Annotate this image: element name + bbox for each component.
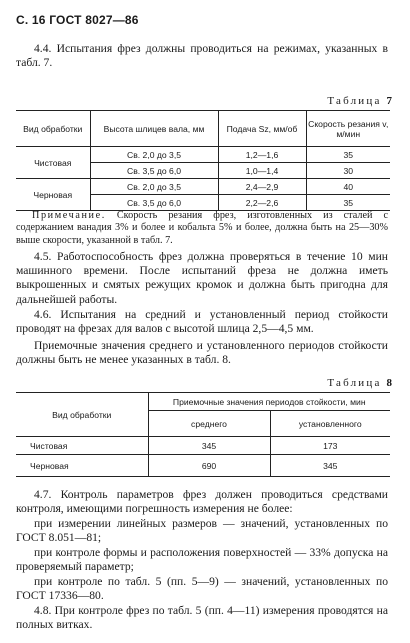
page-header: С. 16 ГОСТ 8027—86 xyxy=(16,13,139,27)
table-8-caption-word: Таблица xyxy=(327,377,382,389)
table-cell: 345 xyxy=(148,437,270,455)
table-cell: 690 xyxy=(148,455,270,477)
table-8-caption xyxy=(327,377,392,389)
table-8 xyxy=(16,392,390,477)
table-cell: 2,2—2,6 xyxy=(218,195,306,211)
table-cell: 35 xyxy=(306,195,390,211)
table-7-note xyxy=(16,210,388,247)
table-cell: 35 xyxy=(306,147,390,163)
table-cell: 2,4—2,9 xyxy=(218,179,306,195)
table-cell: 30 xyxy=(306,163,390,179)
paragraph-4-8: 4.8. При контроле фрез по табл. 5 (пп. 4—11) измерения проводятся на полных витках. xyxy=(16,604,388,632)
table-cell: 1,0—1,4 xyxy=(218,163,306,179)
t7-header-height: Высота шлицев вала, мм xyxy=(90,111,218,147)
table-cell: 40 xyxy=(306,179,390,195)
note-label: Примечание. xyxy=(32,210,106,221)
table-7-caption-number: 7 xyxy=(386,95,392,107)
table-cell: Св. 2,0 до 3,5 xyxy=(90,179,218,195)
table-7-caption xyxy=(327,95,392,107)
table-cell: Св. 3,5 до 6,0 xyxy=(90,163,218,179)
table-cell: Черновая xyxy=(16,455,148,477)
table-cell: Св. 2,0 до 3,5 xyxy=(90,147,218,163)
table-8-caption-number: 8 xyxy=(386,377,392,389)
table-cell: 1,2—1,6 xyxy=(218,147,306,163)
t8-header-established: установленного xyxy=(270,411,390,437)
note-text: Скорость резания фрез, изготовленных из сталей с содержанием ванадия 3% и более и кобальта 5% и более, должна быть на 25—30% выше скорости, указанной в табл. 7. xyxy=(16,210,388,246)
paragraph-4-5: 4.5. Работоспособность фрез должна проверяться в течение 10 мин машинного времени. После испытаний фреза не должна иметь выкрошенных и смятых режущих кромок и должна быть пригодна для дальнейшей работы. xyxy=(16,250,388,306)
table-7 xyxy=(16,110,390,211)
paragraph-4-6: 4.6. Испытания на средний и установленный период стойкости проводят на фрезах для валов с высотой шлица 2,5—4,5 мм. xyxy=(16,308,388,336)
table-cell: 173 xyxy=(270,437,390,455)
table-cell: Св. 3,5 до 6,0 xyxy=(90,195,218,211)
t8-header-kind: Вид обработки xyxy=(16,393,148,437)
t7-header-feed: Подача Sz, мм/об xyxy=(218,111,306,147)
paragraph-4-7: 4.7. Контроль параметров фрез должен проводиться средствами контроля, имеющими погрешность измерения не более: xyxy=(16,488,388,516)
paragraph-4-4: 4.4. Испытания фрез должны проводиться на режимах, указанных в табл. 7. xyxy=(16,42,388,70)
table-7-caption-word: Таблица xyxy=(327,95,382,107)
t7-header-speed: Скорость резания v, м/мин xyxy=(306,111,390,147)
t7-header-kind: Вид обработки xyxy=(16,111,90,147)
paragraph-4-6-values: Приемочные значения среднего и установленного периодов стойкости должны быть не менее указанных в табл. 8. xyxy=(16,339,388,367)
t7-kind-rough: Черновая xyxy=(16,179,90,211)
paragraph-4-7-form: при контроле формы и расположения поверхностей — 33% допуска на проверяемый параметр; xyxy=(16,546,388,574)
t8-header-average: среднего xyxy=(148,411,270,437)
table-cell: 345 xyxy=(270,455,390,477)
paragraph-4-7-table5: при контроле по табл. 5 (пп. 5—9) — значений, установленных по ГОСТ 17336—80. xyxy=(16,575,388,603)
t7-kind-finish: Чистовая xyxy=(16,147,90,179)
t8-header-group: Приемочные значения периодов стойкости, мин xyxy=(148,393,390,411)
table-cell: Чистовая xyxy=(16,437,148,455)
paragraph-4-7-linear: при измерении линейных размеров — значений, установленных по ГОСТ 8.051—81; xyxy=(16,517,388,545)
